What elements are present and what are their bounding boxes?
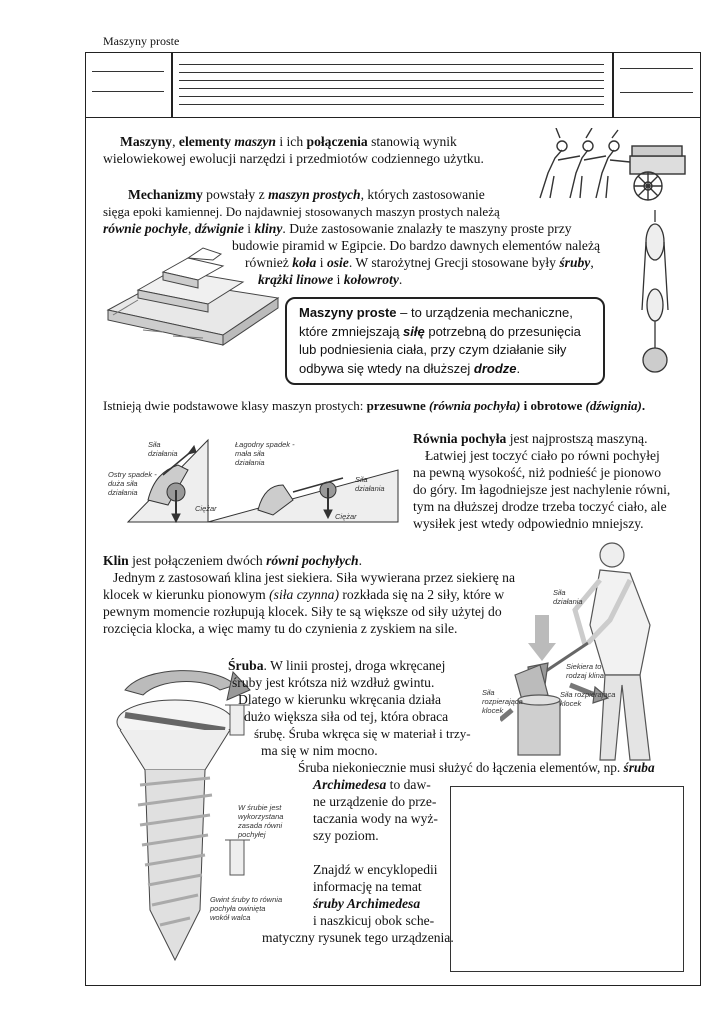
rownia-line: do góry. Im łagodniejsze jest nachylenie równi, xyxy=(413,482,671,497)
sruba-line-8: Archimedesa to daw- xyxy=(313,777,431,792)
intro-line-1: Maszyny, elementy maszyn i ich połączenia stanowią wynik xyxy=(120,134,457,149)
write-line xyxy=(92,91,164,92)
pyramid-illustration xyxy=(103,240,283,350)
write-line xyxy=(179,88,604,89)
write-line xyxy=(179,64,604,65)
screw-label-zasada: W śrubie jest wykorzystana zasada równi pochyłej xyxy=(238,803,284,839)
task-line: informację na temat xyxy=(313,879,422,894)
sruba-more-line: szy poziom. xyxy=(313,828,379,843)
mech-line-3: równie pochyłe, dźwignie i kliny. Duże zastosowanie znalazły te maszyny proste przy xyxy=(103,221,572,236)
pulley-illustration xyxy=(630,210,680,380)
rownia-line: tym na dłuższej drodze trzeba toczyć ciało, ale xyxy=(413,499,667,514)
header-divider xyxy=(171,52,173,118)
mech-line-6: krążki linowe i kołowroty. xyxy=(258,272,403,287)
write-line xyxy=(92,71,164,72)
incline-label-lagodny: Łagodny spadek - mała siła działania xyxy=(235,440,295,467)
incline-label-sila-2: Siła działania xyxy=(355,475,385,493)
screw-label-gwint: Gwint śruby to równia pochyła owinięta wokół walca xyxy=(210,895,283,922)
incline-label-ciezar-1: Ciężar xyxy=(195,504,217,513)
mech-line-5: również koła i osie. W starożytnej Grecji stosowane były śruby, xyxy=(245,255,594,270)
task-line: Znajdź w encyklopedii xyxy=(313,862,438,877)
write-line xyxy=(179,72,604,73)
sruba-line-1: Śruba. W linii prostej, droga wkręcanej xyxy=(228,658,446,673)
write-line xyxy=(620,68,693,69)
incline-label-ciezar-2: Ciężar xyxy=(335,512,357,521)
sruba-line: śrubę. Śruba wkręca się w materiał i trzy- xyxy=(254,726,471,741)
page-header-title: Maszyny proste xyxy=(103,34,180,48)
callout-line-1: Maszyny proste – to urządzenia mechaniczne, xyxy=(299,305,573,320)
write-line xyxy=(620,92,693,93)
sruba-line: śruby jest krótsza niż wzdłuż gwintu. xyxy=(232,675,435,690)
klin-line-5: rozcięcia klocka, a więc mamy tu do czynienia z zyskiem na sile. xyxy=(103,621,458,636)
write-line xyxy=(179,80,604,81)
mech-line-2: sięga epoki kamiennej. Do najdawniej stosowanych maszyn prostych należą xyxy=(103,204,500,219)
sruba-line: Dlatego w kierunku wkręcania działa xyxy=(238,692,442,707)
mech-line-4: budowie piramid w Egipcie. Do bardzo dawnych elementów należą xyxy=(232,238,601,253)
callout-line-3: lub podniesienia ciała, przy czym działanie siły xyxy=(299,342,567,357)
rownia-line: wysiłek jest wtedy odpowiednio mniejszy. xyxy=(413,516,644,531)
sruba-line-7: Śruba niekoniecznie musi służyć do łączenia elementów, np. śruba xyxy=(298,760,655,775)
rownia-line: Łatwiej jest toczyć ciało po równi pochyłej xyxy=(425,448,660,463)
axe-label-sila: Siła działania xyxy=(553,588,583,606)
klin-line-4: pewnym momencie rozłupują klocek. Siły te są większe od siły użytej do xyxy=(103,604,502,619)
axe-label-rozpierajaca-2: Siła rozpierająca klocek xyxy=(560,690,616,708)
sruba-line: ma się w nim mocno. xyxy=(261,743,378,758)
definition-callout xyxy=(285,297,605,385)
incline-label-ostry: Ostry spadek - duża siła działania xyxy=(108,470,157,497)
screw-illustration xyxy=(105,660,255,970)
sruba-more-line: ne urządzenie do prze- xyxy=(313,794,437,809)
chariot-illustration xyxy=(520,128,700,208)
incline-label-sila-1: Siła działania xyxy=(148,440,178,458)
write-line xyxy=(179,96,604,97)
sketch-answer-box[interactable] xyxy=(450,786,684,972)
mech-line-1: Mechanizmy powstały z maszyn prostych, których zastosowanie xyxy=(128,187,485,202)
axe-label-rozpierajaca-1: Siła rozpierająca klocek xyxy=(482,688,523,715)
task-line: i naszkicuj obok sche- xyxy=(313,913,435,928)
axe-label-siekiera: Siekiera to rodzaj klina xyxy=(566,662,604,680)
task-line-bold: śruby Archimedesa xyxy=(313,896,421,911)
rownia-heading-line: Równia pochyła jest najprostszą maszyną. xyxy=(413,431,648,446)
write-line xyxy=(179,104,604,105)
intro-line-2: wielowiekowej ewolucji narzędzi i przedmiotów codziennego użytku. xyxy=(103,151,484,166)
header-box xyxy=(85,52,701,118)
sruba-more-line: taczania wody na wyż- xyxy=(313,811,438,826)
callout-line-2: które zmniejszają siłę potrzebną do przesunięcia xyxy=(299,323,581,339)
klin-line-1: Klin jest połączeniem dwóch równi pochyłych. xyxy=(103,553,363,568)
klin-line-2: Jednym z zastosowań klina jest siekiera. Siła wywierana przez siekierę na xyxy=(113,570,515,585)
klin-line-3: klocek w kierunku pionowym (siła czynna) rozkłada się na 2 siły, które w xyxy=(103,587,505,602)
rownia-line: na pewną wysokość, niż podnieść je pionowo xyxy=(413,465,662,480)
sruba-line: dużo większa siła od tej, która obraca xyxy=(244,709,449,724)
task-line: matyczny rysunek tego urządzenia. xyxy=(262,930,454,945)
classes-line: Istnieją dwie podstawowe klasy maszyn prostych: przesuwne (równia pochyła) i obrotowe (dźwignia). xyxy=(103,398,646,413)
axe-man-illustration xyxy=(500,535,700,765)
header-divider xyxy=(612,52,614,118)
callout-line-4: odbywa się wtedy na dłuższej drodze. xyxy=(299,360,521,376)
